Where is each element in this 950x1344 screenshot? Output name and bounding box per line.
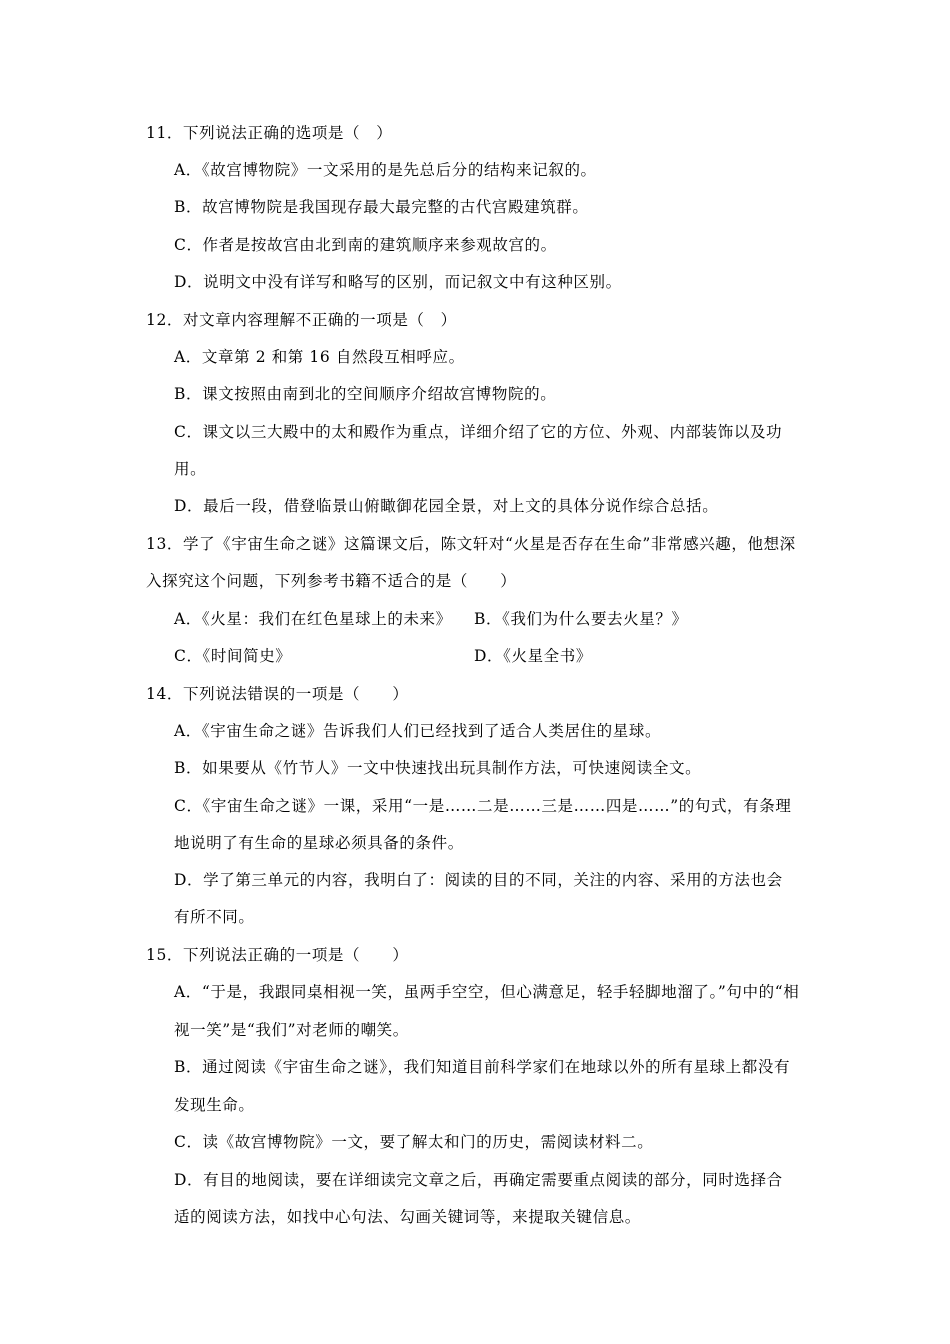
question-12-option-c-line1: C．课文以三大殿中的太和殿作为重点，详细介绍了它的方位、外观、内部装饰以及功 xyxy=(174,423,783,441)
question-13-option-a: A．《火星：我们在红色星球上的未来》 xyxy=(174,610,452,628)
question-14-option-a: A．《宇宙生命之谜》告诉我们人们已经找到了适合人类居住的星球。 xyxy=(174,722,662,740)
question-11-option-d: D．说明文中没有详写和略写的区别，而记叙文中有这种区别。 xyxy=(174,273,622,291)
question-12-option-a: A．文章第 2 和第 16 自然段互相呼应。 xyxy=(174,348,465,366)
question-13-stem-line2: 入探究这个问题，下列参考书籍不适合的是（ ） xyxy=(146,572,517,590)
question-12-option-b: B．课文按照由南到北的空间顺序介绍故宫博物院的。 xyxy=(174,385,557,403)
question-13-option-c: C．《时间简史》 xyxy=(174,647,292,665)
question-14-option-b: B．如果要从《竹节人》一文中快速找出玩具制作方法，可快速阅读全文。 xyxy=(174,759,702,777)
question-15-option-c: C．读《故宫博物院》一文，要了解太和门的历史，需阅读材料二。 xyxy=(174,1133,654,1151)
question-13-stem-line1: 13．学了《宇宙生命之谜》这篇课文后，陈文轩对“火星是否存在生命”非常感兴趣，他想深 xyxy=(146,535,796,553)
question-13-option-b: B．《我们为什么要去火星？》 xyxy=(474,610,688,628)
question-15-option-d-line2: 适的阅读方法，如找中心句法、勾画关键词等，来提取关键信息。 xyxy=(174,1208,641,1226)
question-12-stem: 12．对文章内容理解不正确的一项是（ ） xyxy=(146,311,457,329)
question-11-option-c: C．作者是按故宫由北到南的建筑顺序来参观故宫的。 xyxy=(174,236,557,254)
question-14-option-d-line2: 有所不同。 xyxy=(174,908,255,926)
question-12-option-c-line2: 用。 xyxy=(174,460,207,478)
question-14-option-c-line2: 地说明了有生命的星球必须具备的条件。 xyxy=(174,834,464,852)
question-14-option-c-line1: C．《宇宙生命之谜》一课，采用“一是……二是……三是……四是……”的句式，有条理 xyxy=(174,797,792,815)
question-13-option-d: D．《火星全书》 xyxy=(474,647,592,665)
question-15-option-a-line1: A．“于是，我跟同桌相视一笑，虽两手空空，但心满意足，轻手轻脚地溜了。”句中的“相 xyxy=(174,983,800,1001)
question-15-stem: 15．下列说法正确的一项是（ ） xyxy=(146,946,409,964)
question-11-option-b: B．故宫博物院是我国现存最大最完整的古代宫殿建筑群。 xyxy=(174,198,589,216)
question-15-option-b-line1: B．通过阅读《宇宙生命之谜》，我们知道目前科学家们在地球以外的所有星球上都没有 xyxy=(174,1058,791,1076)
question-11-option-a: A．《故宫博物院》一文采用的是先总后分的结构来记叙的。 xyxy=(174,161,597,179)
question-15-option-b-line2: 发现生命。 xyxy=(174,1096,255,1114)
question-15-option-a-line2: 视一笑”是“我们”对老师的嘲笑。 xyxy=(174,1021,409,1039)
question-11-stem: 11．下列说法正确的选项是（ ） xyxy=(146,124,393,142)
question-12-option-d: D．最后一段，借登临景山俯瞰御花园全景，对上文的具体分说作综合总括。 xyxy=(174,497,719,515)
question-14-option-d-line1: D．学了第三单元的内容，我明白了：阅读的目的不同，关注的内容、采用的方法也会 xyxy=(174,871,783,889)
question-14-stem: 14．下列说法错误的一项是（ ） xyxy=(146,685,409,703)
question-15-option-d-line1: D．有目的地阅读，要在详细读完文章之后，再确定需要重点阅读的部分，同时选择合 xyxy=(174,1171,783,1189)
